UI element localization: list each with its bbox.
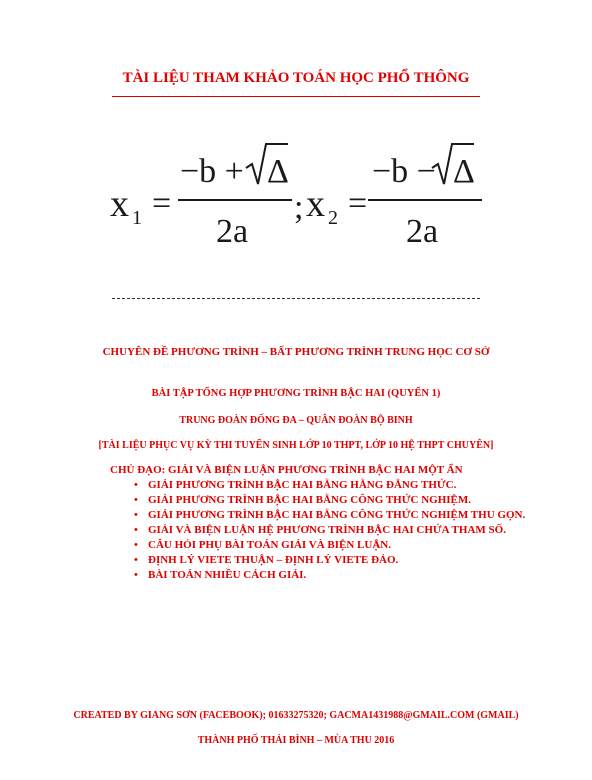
list-item: • ĐỊNH LÝ VIETE THUẬN – ĐỊNH LÝ VIETE ĐẢO. — [148, 553, 525, 568]
document-title: TÀI LIỆU THAM KHẢO TOÁN HỌC PHỔ THÔNG — [122, 70, 470, 86]
formula-sub2: 2 — [328, 207, 338, 229]
formula-radicand-1: Δ — [267, 153, 289, 190]
subheading-topic: CHUYÊN ĐỀ PHƯƠNG TRÌNH – BẤT PHƯƠNG TRÌNH TRUNG HỌC CƠ SỞ — [102, 346, 490, 358]
formula-x2: x — [306, 183, 325, 225]
formula-denominator-1: 2a — [216, 213, 249, 250]
subheading-purpose: [TÀI LIỆU PHỤC VỤ KỲ THI TUYỂN SINH LỚP 10 THPT, LỚP 10 HỆ THPT CHUYÊN] — [98, 440, 494, 451]
formula-equals-2: = — [348, 185, 368, 222]
formula-x1: x — [110, 183, 129, 225]
formula-numerator-1: −b + — [180, 153, 244, 190]
list-item: • GIẢI PHƯƠNG TRÌNH BẬC HAI BẰNG HẰNG ĐẲNG THỨC. — [148, 478, 525, 493]
formula-equals-1: = — [152, 185, 172, 222]
formula-numerator-2: −b − — [372, 153, 436, 190]
list-item: • GIẢI VÀ BIỆN LUẬN HỆ PHƯƠNG TRÌNH BẬC HAI CHỨA THAM SỐ. — [148, 523, 525, 538]
subheading-book: BÀI TẬP TỔNG HỢP PHƯƠNG TRÌNH BẬC HAI (QUYỂN 1) — [151, 388, 441, 399]
formula-radicand-2: Δ — [453, 153, 475, 190]
list-item: • GIẢI PHƯƠNG TRÌNH BẬC HAI BẰNG CÔNG THỨC NGHIỆM. — [148, 493, 525, 508]
quadratic-formula — [110, 140, 490, 250]
list-item: • GIẢI PHƯƠNG TRÌNH BẬC HAI BẰNG CÔNG THỨC NGHIỆM THU GỌN. — [148, 508, 525, 523]
title-underline — [112, 96, 480, 97]
dashed-divider — [112, 298, 480, 299]
formula-sub1: 1 — [132, 207, 142, 229]
topic-label: CHỦ ĐẠO: GIẢI VÀ BIỆN LUẬN PHƯƠNG TRÌNH BẬC HAI MỘT ẨN — [110, 464, 463, 476]
list-item: • BÀI TOÁN NHIỀU CÁCH GIẢI. — [148, 568, 525, 583]
subheading-unit: TRUNG ĐOÀN ĐỐNG ĐA – QUÂN ĐOÀN BỘ BINH — [179, 415, 413, 426]
footer-credits: CREATED BY GIANG SƠN (FACEBOOK); 01633275320; GACMA1431988@GMAIL.COM (GMAIL) — [73, 710, 519, 721]
formula-separator: ; — [294, 189, 304, 226]
list-item: • CÂU HỎI PHỤ BÀI TOÁN GIẢI VÀ BIỆN LUẬN. — [148, 538, 525, 553]
formula-denominator-2: 2a — [406, 213, 439, 250]
footer-location: THÀNH PHỐ THÁI BÌNH – MÙA THU 2016 — [197, 735, 395, 746]
topic-list — [148, 478, 525, 583]
